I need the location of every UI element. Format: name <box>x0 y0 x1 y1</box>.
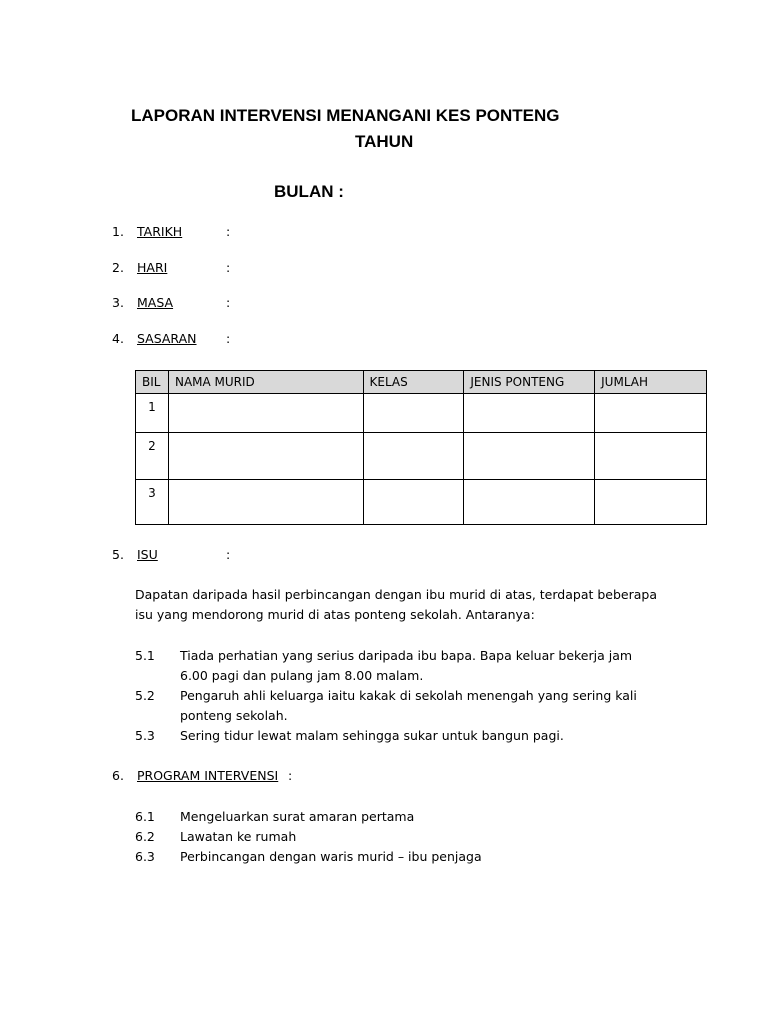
table-header-row <box>136 371 707 394</box>
cell-jumlah <box>595 394 707 433</box>
list-item: Mengeluarkan surat amaran pertama <box>180 809 415 824</box>
list-item-number: 6.1 <box>135 809 155 824</box>
list-item-number: 6.3 <box>135 849 155 864</box>
field-colon: : <box>226 331 231 346</box>
report-title-year: TAHUN <box>355 132 414 151</box>
list-item: Perbincangan dengan waris murid – ibu penjaga <box>180 849 482 864</box>
field-label-tarikh: TARIKH <box>137 224 183 239</box>
cell-jenis-ponteng <box>464 394 595 433</box>
field-label-hari: HARI <box>137 260 168 275</box>
field-colon: : <box>226 295 231 310</box>
field-number: 4. <box>112 331 124 346</box>
list-item-number: 6.2 <box>135 829 155 844</box>
column-header-kelas: KELAS <box>363 371 464 394</box>
cell-jumlah <box>595 433 707 480</box>
report-title: LAPORAN INTERVENSI MENANGANI KES PONTENG <box>131 106 560 125</box>
table-row <box>136 433 707 480</box>
cell-kelas <box>363 394 464 433</box>
table-row <box>136 480 707 525</box>
cell-nama-murid <box>168 433 363 480</box>
list-item-number: 5.2 <box>135 688 155 703</box>
section-colon: : <box>288 768 293 783</box>
section-number: 6. <box>112 768 124 783</box>
field-label-sasaran: SASARAN <box>137 331 197 346</box>
field-colon: : <box>226 260 231 275</box>
student-table <box>135 370 707 525</box>
list-item: Tiada perhatian yang serius daripada ibu bapa. Bapa keluar bekerja jam 6.00 pagi dan pulang jam 8.00 malam. <box>180 648 633 683</box>
list-item-number: 5.3 <box>135 728 155 743</box>
field-number: 2. <box>112 260 124 275</box>
column-header-bil: BIL <box>136 371 169 394</box>
cell-nama-murid <box>168 394 363 433</box>
column-header-jumlah: JUMLAH <box>595 371 707 394</box>
cell-kelas <box>363 433 464 480</box>
isu-paragraph: Dapatan daripada hasil perbincangan dengan ibu murid di atas, terdapat beberapa isu yang mendorong murid di atas ponteng sekolah. Antaranya: <box>135 587 657 622</box>
cell-bil: 2 <box>136 433 169 480</box>
list-item: Sering tidur lewat malam sehingga sukar untuk bangun pagi. <box>180 728 564 743</box>
list-item: Lawatan ke rumah <box>180 829 297 844</box>
section-label-program: PROGRAM INTERVENSI <box>137 768 279 783</box>
cell-bil: 3 <box>136 480 169 525</box>
cell-bil: 1 <box>136 394 169 433</box>
field-label-masa: MASA <box>137 295 174 310</box>
cell-jenis-ponteng <box>464 433 595 480</box>
cell-kelas <box>363 480 464 525</box>
list-item: Pengaruh ahli keluarga iaitu kakak di sekolah menengah yang sering kali ponteng sekolah. <box>180 688 637 723</box>
field-number: 1. <box>112 224 124 239</box>
section-label-isu: ISU <box>137 547 158 562</box>
list-item-number: 5.1 <box>135 648 155 663</box>
field-number: 3. <box>112 295 124 310</box>
section-number: 5. <box>112 547 124 562</box>
column-header-jenis-ponteng: JENIS PONTENG <box>464 371 595 394</box>
table-row <box>136 394 707 433</box>
field-colon: : <box>226 224 231 239</box>
month-label: BULAN : <box>274 182 344 201</box>
column-header-nama-murid: NAMA MURID <box>168 371 363 394</box>
cell-nama-murid <box>168 480 363 525</box>
cell-jumlah <box>595 480 707 525</box>
section-colon: : <box>226 547 231 562</box>
cell-jenis-ponteng <box>464 480 595 525</box>
